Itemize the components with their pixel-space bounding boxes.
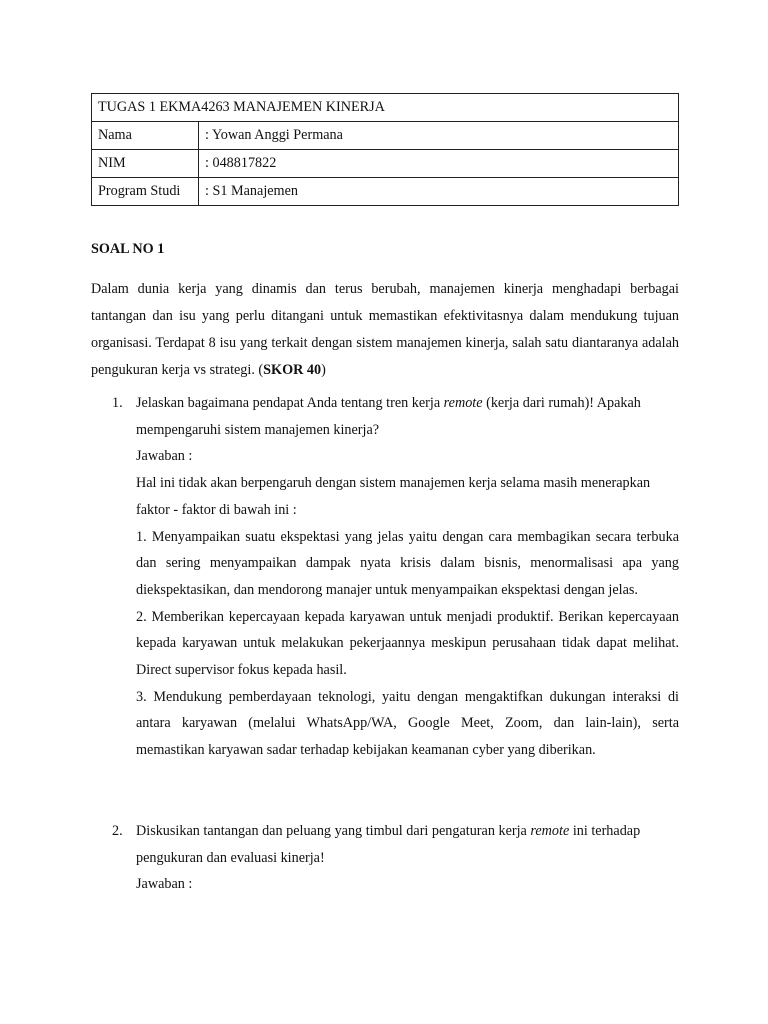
assignment-title: TUGAS 1 EKMA4263 MANAJEMEN KINERJA	[92, 94, 679, 122]
question-1	[91, 390, 679, 764]
program-label: Program Studi	[92, 178, 199, 206]
question-number: 2.	[112, 823, 123, 839]
intro-close: )	[321, 362, 326, 378]
answer-label: Jawaban :	[136, 876, 193, 893]
program-value: : S1 Manajemen	[199, 178, 679, 206]
name-label: Nama	[92, 122, 199, 150]
name-value: : Yowan Anggi Permana	[199, 122, 679, 150]
header-row-nim	[92, 150, 679, 178]
prompt-text-end: (kerja dari rumah)! Apakah mempengaruhi sistem manajemen kinerja?	[136, 395, 641, 438]
header-row-program	[92, 178, 679, 206]
answer-point: 1. Menyampaikan suatu ekspektasi yang jelas yaitu dengan cara membagikan secara terbuka dan sering menyampaikan dampak nyata krisis dalam bisnis, menormalisasi apa yang diekspektasikan, dan mendorong manajer untuk menyampaikan ekspektasi dengan jelas.	[136, 528, 679, 598]
question-2	[91, 818, 679, 898]
section-heading: SOAL NO 1	[91, 241, 165, 257]
prompt-text: Diskusikan tantangan dan peluang yang timbul dari pengaturan kerja	[136, 823, 531, 839]
header-row-name	[92, 122, 679, 150]
nim-label: NIM	[92, 150, 199, 178]
prompt-emphasis: remote	[530, 823, 570, 839]
nim-value: : 048817822	[199, 150, 679, 178]
prompt-text: Jelaskan bagaimana pendapat Anda tentang tren kerja	[136, 395, 444, 411]
answer-label: Jawaban :	[136, 448, 193, 465]
prompt-text-end: ini terhadap pengukuran dan evaluasi kinerja!	[136, 823, 641, 866]
header-title-row	[92, 94, 679, 122]
intro-text: Dalam dunia kerja yang dinamis dan terus berubah, manajemen kinerja menghadapi berbagai tantangan dan isu yang perlu ditangani untuk memastikan efektivitasnya dalam mendukung tujuan organisasi. Terdapat 8 isu yang terkait dengan sistem manajemen kinerja, salah satu diantaranya adalah pengukuran kerja vs strategi. (	[91, 281, 679, 378]
header-table	[91, 93, 679, 206]
intro-paragraph	[91, 276, 679, 384]
question-number: 1.	[112, 395, 123, 411]
question-prompt	[136, 818, 679, 871]
question-body	[136, 818, 679, 898]
answer-intro: Hal ini tidak akan berpengaruh dengan sistem manajemen kerja selama masih menerapkan faktor - faktor di bawah ini :	[136, 475, 651, 518]
question-body	[136, 390, 679, 764]
question-prompt	[136, 390, 679, 443]
answer-point: 3. Mendukung pemberdayaan teknologi, yaitu dengan mengaktifkan dukungan interaksi di antara karyawan (melalui WhatsApp/WA, Google Meet, Zoom, dan lain-lain), serta memastikan karyawan sadar terhadap kebijakan keamanan cyber yang diberikan.	[136, 688, 679, 759]
prompt-emphasis: remote	[443, 395, 483, 411]
score-label: SKOR 40	[263, 362, 322, 378]
answer-point: 2. Memberikan kepercayaan kepada karyawan untuk menjadi produktif. Berikan kepercayaan kepada karyawan untuk melakukan pekerjaannya meskipun perusahaan tidak dapat melihat. Direct supervisor fokus kepada hasil.	[136, 608, 679, 679]
